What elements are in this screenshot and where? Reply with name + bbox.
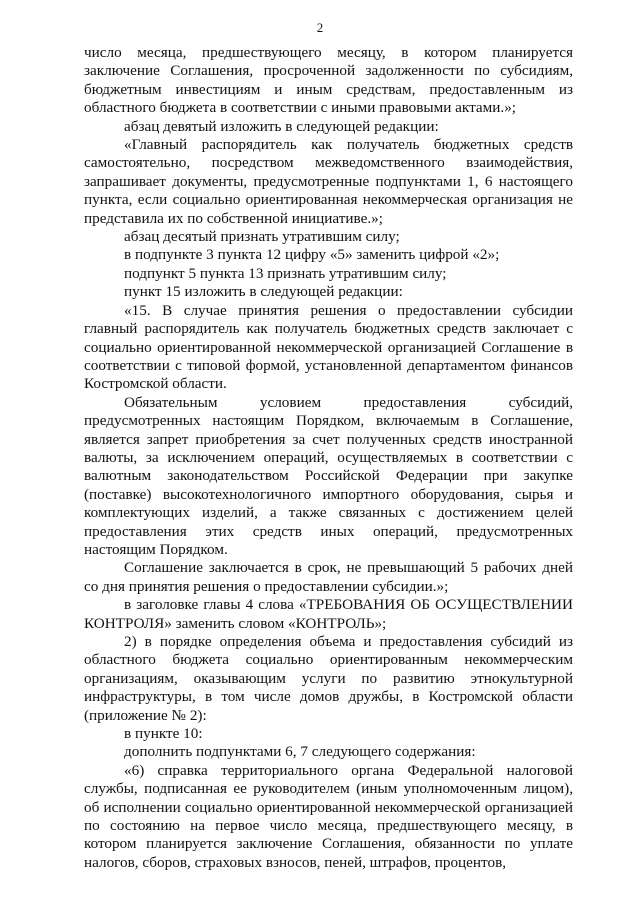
paragraph: «6) справка территориального органа Федеральной налоговой службы, подписанная ее руководителем (иным уполномоченным лицом), об исполнении социально ориентированной некоммерческой организацией по состоянию на первое число месяца, предшествующего месяцу, в котором планируется заключение Соглашения, обязанности по уплате налогов, сборов, страховых взносов, пеней, штрафов, процентов,	[84, 761, 573, 871]
paragraph: в заголовке главы 4 слова «ТРЕБОВАНИЯ ОБ ОСУЩЕСТВЛЕНИИ КОНТРОЛЯ» заменить словом «КОНТРОЛЬ»;	[84, 596, 573, 632]
paragraph: в пункте 10:	[124, 725, 203, 743]
paragraph: Соглашение заключается в срок, не превышающий 5 рабочих дней со дня принятия решения о предоставлении субсидии.»;	[84, 559, 573, 595]
paragraph: абзац девятый изложить в следующей редакции:	[124, 117, 439, 135]
paragraph: дополнить подпунктами 6, 7 следующего содержания:	[124, 743, 476, 761]
paragraph: абзац десятый признать утратившим силу;	[124, 228, 400, 246]
paragraph: число месяца, предшествующего месяцу, в котором планируется заключение Соглашения, просроченной задолженности по субсидиям, бюджетным инвестициям и иным средствам, предоставленным из областного бюджета в соответствии с иными правовыми актами.»;	[84, 44, 573, 117]
paragraph: Обязательным условием предоставления субсидий, предусмотренных настоящим Порядком, включаемым в Соглашение, является запрет приобретения за счет полученных средств иностранной валюты, за исключением операций, осуществляемых в соответствии с валютным законодательством Российской Федерации при закупке (поставке) высокотехнологичного импортного оборудования, сырья и комплектующих изделий, а также связанных с достижением целей предоставления этих средств иных операций, предусмотренных настоящим Порядком.	[84, 393, 573, 558]
page-number: 2	[316, 20, 324, 35]
paragraph: в подпункте 3 пункта 12 цифру «5» заменить цифрой «2»;	[124, 246, 500, 264]
document-body	[84, 44, 573, 872]
paragraph: подпункт 5 пункта 13 признать утратившим силу;	[124, 264, 447, 282]
paragraph: пункт 15 изложить в следующей редакции:	[124, 283, 403, 301]
paragraph: «15. В случае принятия решения о предоставлении субсидии главный распорядитель как получатель бюджетных средств заключает с социально ориентированной некоммерческой организацией Соглашение в соответствии с типовой формой, установленной департаментом финансов Костромской области.	[84, 301, 573, 393]
paragraph: 2) в порядке определения объема и предоставления субсидий из областного бюджета социально ориентированным некоммерческим организациям, оказывающим услуги по развитию этнокультурной инфраструктуры, в том числе домов дружбы, в Костромской области (приложение № 2):	[84, 633, 573, 724]
paragraph: «Главный распорядитель как получатель бюджетных средств самостоятельно, посредством межведомственного взаимодействия, запрашивает документы, предусмотренные подпунктами 1, 6 настоящего пункта, если социально ориентированная некоммерческая организация не представила их по собственной инициативе.»;	[84, 136, 573, 227]
